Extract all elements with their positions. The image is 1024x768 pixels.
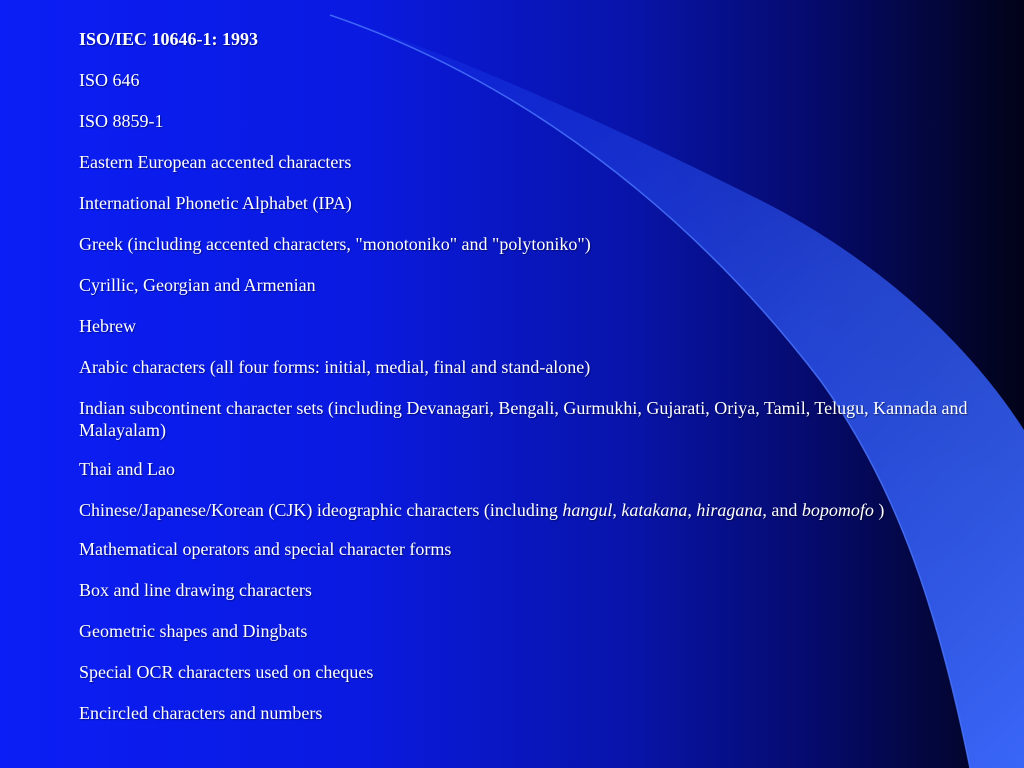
- list-item: Greek (including accented characters, "monotoniko" and "polytoniko"): [79, 234, 591, 254]
- cjk-hiragana: hiragana: [696, 500, 763, 520]
- cjk-sep: ,: [687, 500, 697, 520]
- list-item: ISO 8859-1: [79, 111, 164, 131]
- list-item: Box and line drawing characters: [79, 580, 312, 600]
- cjk-katakana: katakana: [621, 500, 688, 520]
- cjk-hangul: hangul: [562, 500, 613, 520]
- list-item: Thai and Lao: [79, 459, 175, 479]
- cjk-prefix: Chinese/Japanese/Korean (CJK) ideographic characters (including: [79, 500, 563, 520]
- list-item: Mathematical operators and special character forms: [79, 539, 452, 559]
- list-item: Hebrew: [79, 316, 136, 336]
- cjk-bopomofo: bopomofo: [801, 500, 874, 520]
- slide-title: ISO/IEC 10646-1: 1993: [79, 29, 259, 49]
- list-item: Encircled characters and numbers: [79, 703, 323, 723]
- list-item: Indian subcontinent character sets (including Devanagari, Bengali, Gurmukhi, Gujarati, Oriya, Tamil, Telugu, Kannada and Malayalam): [79, 398, 968, 440]
- list-item: Eastern European accented characters: [79, 152, 352, 172]
- list-item: International Phonetic Alphabet (IPA): [79, 193, 352, 213]
- list-item: Geometric shapes and Dingbats: [79, 621, 308, 641]
- list-item: ISO 646: [79, 70, 140, 90]
- slide-content: [79, 28, 979, 743]
- cjk-suffix: ): [873, 500, 885, 520]
- list-item-cjk: [79, 499, 979, 521]
- list-item: Special OCR characters used on cheques: [79, 662, 374, 682]
- list-item: Cyrillic, Georgian and Armenian: [79, 275, 316, 295]
- cjk-sep: , and: [762, 500, 802, 520]
- list-item: Arabic characters (all four forms: initial, medial, final and stand-alone): [79, 357, 591, 377]
- cjk-sep: ,: [612, 500, 622, 520]
